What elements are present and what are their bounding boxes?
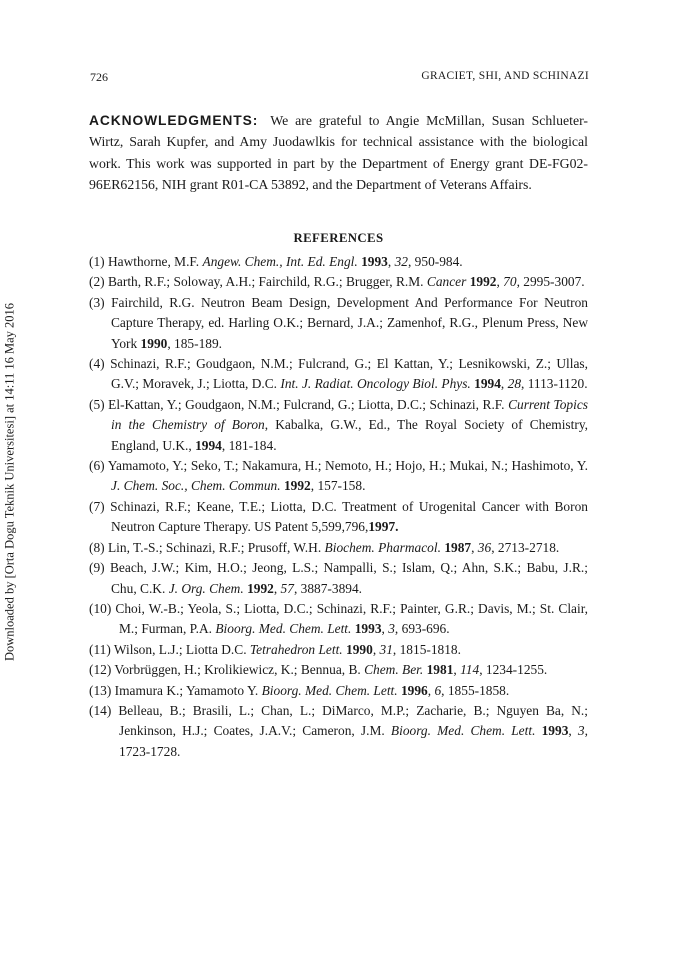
- reference-item: (14) Belleau, B.; Brasili, L.; Chan, L.; DiMarco, M.P.; Zacharie, B.; Nguyen Ba, N.; Jenkinson, H.J.; Coates, J.A.V.; Cameron, J.M. Bioorg. Med. Chem. Lett. 1993, 3, 1723-1728.: [89, 702, 588, 759]
- reference-item: (12) Vorbrüggen, H.; Krolikiewicz, K.; Bennua, B. Chem. Ber. 1981, 114, 1234-1255.: [89, 662, 548, 678]
- download-watermark: Downloaded by [Orta Dogu Teknik Universitesi] at 14:11 16 May 2016: [2, 302, 17, 662]
- references-title: REFERENCES: [293, 231, 384, 245]
- reference-item: (4) Schinazi, R.F.; Goudgaon, N.M.; Fulcrand, G.; El Kattan, Y.; Lesnikowski, Z.; Ullas, G.V.; Moravek, J.; Liotta, D.C. Int. J. Radiat. Oncology Biol. Phys. 1994, 28, 1113-1120.: [89, 356, 588, 392]
- reference-item: (10) Choi, W.-B.; Yeola, S.; Liotta, D.C.; Schinazi, R.F.; Painter, G.R.; Davis, M.; St. Clair, M.; Furman, P.A. Bioorg. Med. Chem. Lett. 1993, 3, 693-696.: [89, 600, 588, 637]
- references-list: [89, 252, 588, 762]
- side-note-wrapper: [0, 0, 17, 662]
- page-number: 726: [90, 70, 108, 84]
- running-head: GRACIET, SHI, AND SCHINAZI: [421, 70, 589, 82]
- reference-item: (6) Yamamoto, Y.; Seko, T.; Nakamura, H.; Nemoto, H.; Hojo, H.; Mukai, N.; Hashimoto, Y. J. Chem. Soc., Chem. Commun. 1992, 157-158.: [89, 458, 588, 494]
- acknowledgments-heading: ACKNOWLEDGMENTS:: [89, 113, 259, 128]
- acknowledgments: [89, 110, 588, 196]
- reference-item: (2) Barth, R.F.; Soloway, A.H.; Fairchild, R.G.; Brugger, R.M. Cancer 1992, 70, 2995-3007.: [89, 274, 585, 290]
- reference-item: (8) Lin, T.-S.; Schinazi, R.F.; Prusoff, W.H. Biochem. Pharmacol. 1987, 36, 2713-2718.: [89, 539, 560, 555]
- reference-item: (7) Schinazi, R.F.; Keane, T.E.; Liotta, D.C. Treatment of Urogenital Cancer with Boron Neutron Capture Therapy. US Patent 5,599,796,1997.: [89, 498, 588, 535]
- reference-item: (13) Imamura K.; Yamamoto Y. Bioorg. Med. Chem. Lett. 1996, 6, 1855-1858.: [89, 682, 510, 698]
- reference-item: (11) Wilson, L.J.; Liotta D.C. Tetrahedron Lett. 1990, 31, 1815-1818.: [89, 641, 461, 657]
- acknowledgments-text: We are grateful to Angie McMillan, Susan Schlueter-Wirtz, Sarah Kupfer, and Amy Juodawlkis for technical assistance with the biological work. This work was supported in part by the Department of Energy grant DE-FG02-96ER62156, NIH grant R01-CA 53892, and the Department of Veterans Affairs.: [89, 113, 588, 193]
- reference-item: (3) Fairchild, R.G. Neutron Beam Design, Development And Performance For Neutron Capture Therapy, ed. Harling O.K.; Bernard, J.A.; Zamenhof, R.G., Plenum Press, New York 1990, 185-189.: [89, 294, 588, 351]
- reference-item: (1) Hawthorne, M.F. Angew. Chem., Int. Ed. Engl. 1993, 32, 950-984.: [89, 254, 463, 269]
- reference-item: (9) Beach, J.W.; Kim, H.O.; Jeong, L.S.; Nampalli, S.; Islam, Q.; Ahn, S.K.; Babu, J.R.; Chu, C.K. J. Org. Chem. 1992, 57, 3887-3894.: [89, 560, 588, 596]
- reference-item: (5) El-Kattan, Y.; Goudgaon, N.M.; Fulcrand, G.; Liotta, D.C.; Schinazi, R.F. Current Topics in the Chemistry of Boron, Kabalka, G.W., Ed., The Royal Society of Chemistry, England, U.K., 1994, 181-184.: [89, 396, 588, 453]
